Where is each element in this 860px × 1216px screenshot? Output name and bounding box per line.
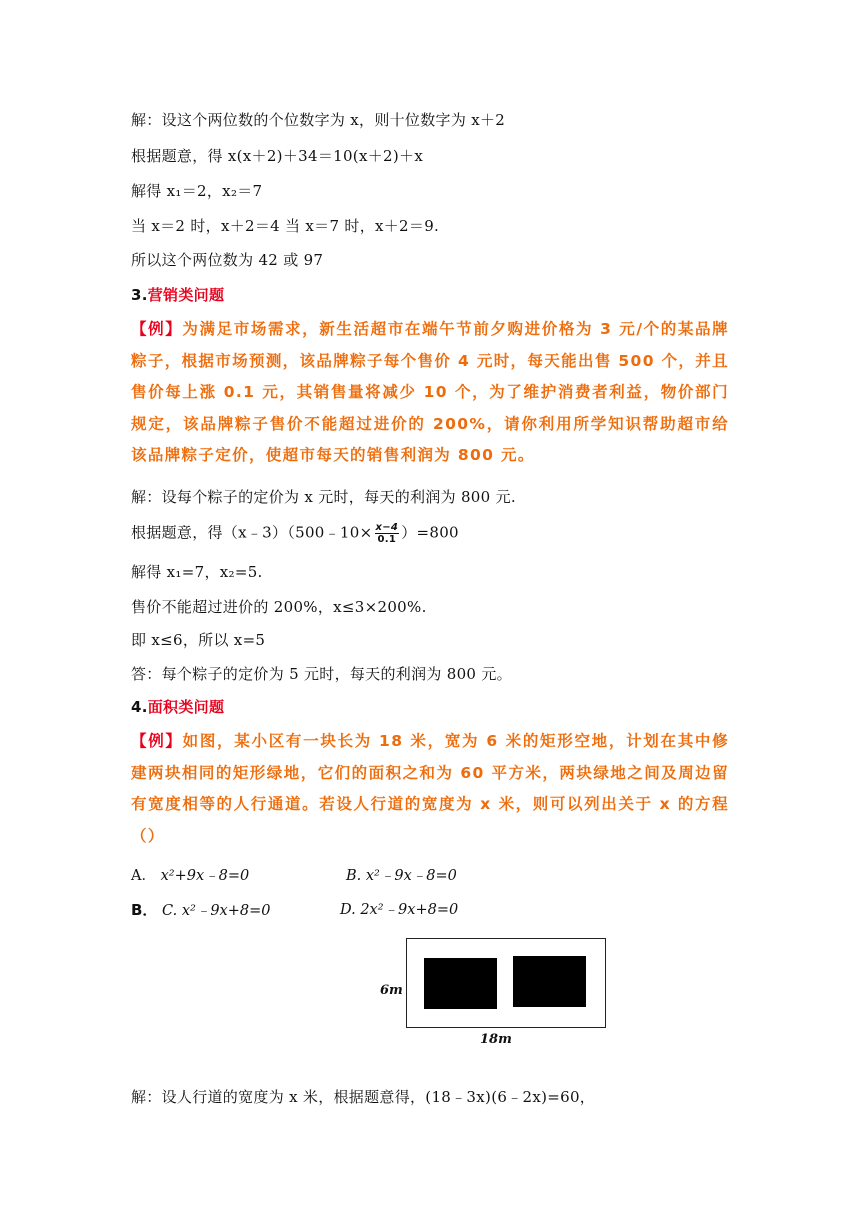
- fraction-denominator: 0.1: [377, 534, 397, 545]
- option-prefix: B．: [131, 901, 158, 919]
- equation-line: [131, 522, 459, 545]
- solution-line: 当 x＝2 时，x＋2＝4 当 x＝7 时，x＋2＝9.: [131, 217, 440, 235]
- example-paragraph: [131, 726, 729, 852]
- solution-line: 解得 x₁=7，x₂=5.: [131, 563, 263, 581]
- equation-part: 根据题意，得（x﹣3）（500﹣10×: [131, 523, 373, 542]
- option-expression: x²﹣9x+8=0: [181, 903, 271, 919]
- example-tag: 【例】: [131, 320, 183, 338]
- green-area-left: [424, 958, 497, 1009]
- option-b: [346, 866, 457, 886]
- rectangle-figure: [380, 938, 610, 1053]
- option-c: [131, 900, 271, 921]
- option-expression: 2x²﹣9x+8=0: [360, 902, 459, 918]
- option-label: C.: [162, 903, 178, 919]
- option-d: [340, 900, 458, 920]
- solution-line: 解：设人行道的宽度为 x 米，根据题意得，(18﹣3x)(6﹣2x)=60，: [131, 1088, 596, 1106]
- option-a: [131, 866, 249, 886]
- solution-line: 解：设每个粽子的定价为 x 元时，每天的利润为 800 元.: [131, 488, 516, 506]
- option-label: B.: [346, 868, 362, 884]
- option-expression: x²+9x﹣8=0: [160, 868, 250, 884]
- answer-line: 答：每个粽子的定价为 5 元时，每天的利润为 800 元。: [131, 665, 512, 683]
- green-area-right: [513, 956, 586, 1007]
- option-label: A．: [131, 868, 156, 884]
- solution-line: 所以这个两位数为 42 或 97: [131, 251, 324, 269]
- section-heading: [131, 285, 224, 305]
- width-label: 18m: [480, 1032, 512, 1047]
- example-text: 为满足市场需求，新生活超市在端午节前夕购进价格为 3 元/个的某品牌粽子，根据市场预测，该品牌粽子每个售价 4 元时，每天能出售 500 个，并且售价每上涨 0.1 元，其销售量将减少 10 个，为了维护消费者利益，物价部门规定，该品牌粽子售价不能超过进价的 200%，请你利用所学知识帮助超市给该品牌粽子定价，使超市每天的销售利润为 800 元。: [131, 320, 729, 464]
- height-label: 6m: [380, 983, 403, 998]
- section-number: 4.: [131, 698, 148, 716]
- section-title: 面积类问题: [147, 698, 225, 716]
- example-text: 如图，某小区有一块长为 18 米，宽为 6 米的矩形空地，计划在其中修建两块相同的矩形绿地，它们的面积之和为 60 平方米，两块绿地之间及周边留有宽度相等的人行通道。若设人行道的宽度为 x 米，则可以列出关于 x 的方程（）: [131, 732, 729, 845]
- option-expression: x²﹣9x﹣8=0: [365, 868, 457, 884]
- field-outline: [406, 938, 606, 1028]
- solution-line: 根据题意，得 x(x＋2)＋34＝10(x＋2)＋x: [131, 147, 424, 165]
- solution-line: 即 x≤6，所以 x=5: [131, 631, 266, 649]
- section-heading: [131, 697, 224, 717]
- fraction: [375, 522, 400, 545]
- section-number: 3.: [131, 286, 148, 304]
- section-title: 营销类问题: [147, 286, 225, 304]
- option-label: D.: [340, 902, 356, 918]
- solution-line: 解：设这个两位数的个位数字为 x，则十位数字为 x＋2: [131, 111, 506, 129]
- equation-part: ）=800: [401, 523, 459, 542]
- example-paragraph: [131, 314, 729, 472]
- solution-line: 解得 x₁＝2，x₂＝7: [131, 182, 263, 200]
- example-tag: 【例】: [131, 732, 183, 750]
- solution-line: 售价不能超过进价的 200%，x≤3×200%.: [131, 598, 427, 616]
- fraction-numerator: x−4: [375, 522, 399, 533]
